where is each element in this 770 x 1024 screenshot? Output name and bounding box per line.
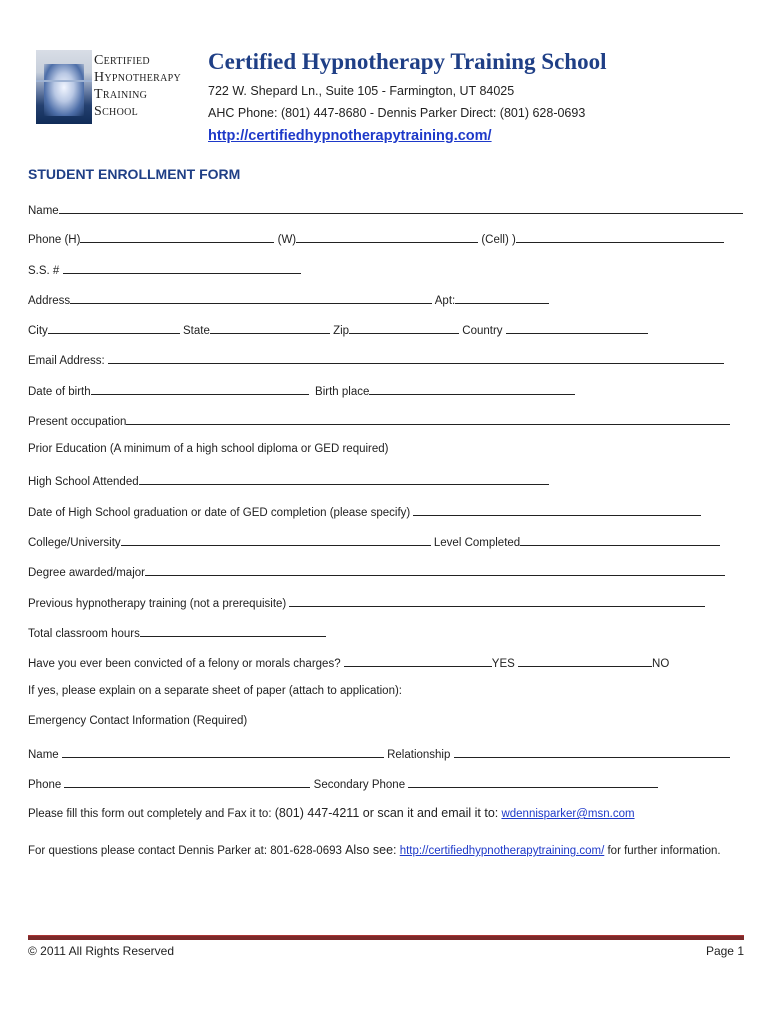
email-label: Email Address: bbox=[28, 355, 105, 367]
phone-cell-field[interactable] bbox=[516, 231, 724, 243]
ss-row bbox=[28, 262, 301, 277]
fax-prefix: Please fill this form out completely and Fax it to: bbox=[28, 808, 272, 820]
school-title: Certified Hypnotherapy Training School bbox=[208, 49, 607, 74]
city-label: City bbox=[28, 325, 48, 337]
classroom-hours-field[interactable] bbox=[140, 625, 326, 637]
ec-relationship-label: Relationship bbox=[387, 749, 451, 761]
name-row bbox=[28, 202, 743, 217]
level-completed-field[interactable] bbox=[520, 534, 720, 546]
occupation-row bbox=[28, 413, 730, 428]
city-field[interactable] bbox=[48, 322, 180, 334]
country-label: Country bbox=[462, 325, 503, 337]
school-logo bbox=[36, 50, 196, 126]
contact-prefix: For questions please contact Dennis Parker at: 801-628-0693 bbox=[28, 845, 342, 857]
high-school-row bbox=[28, 473, 549, 488]
degree-field[interactable] bbox=[145, 564, 725, 576]
logo-wordmark: Certified Hypnotherapy Training School bbox=[94, 53, 182, 119]
ec-name-label: Name bbox=[28, 749, 59, 761]
school-phones: AHC Phone: (801) 447-8680 - Dennis Parker Direct: (801) 628-0693 bbox=[208, 106, 586, 120]
felony-question: Have you ever been convicted of a felony or morals charges? bbox=[28, 658, 341, 670]
prior-education-heading: Prior Education (A minimum of a high school diploma or GED required) bbox=[28, 443, 389, 455]
school-website-link[interactable]: http://certifiedhypnotherapytraining.com/ bbox=[208, 128, 492, 144]
school-address: 722 W. Shepard Ln., Suite 105 - Farmington, UT 84025 bbox=[208, 84, 515, 98]
also-see: Also see: bbox=[345, 843, 397, 857]
country-field[interactable] bbox=[506, 322, 648, 334]
contact-website-link[interactable]: http://certifiedhypnotherapytraining.com/ bbox=[399, 845, 605, 857]
felony-row bbox=[28, 655, 669, 670]
dob-field[interactable] bbox=[91, 383, 309, 395]
name-label: Name bbox=[28, 205, 59, 217]
previous-training-label: Previous hypnotherapy training (not a prerequisite) bbox=[28, 598, 287, 610]
level-completed-label: Level Completed bbox=[433, 537, 521, 549]
footer-divider bbox=[28, 935, 744, 940]
occupation-label: Present occupation bbox=[28, 416, 127, 428]
ec-phone-label: Phone bbox=[28, 779, 62, 791]
graduation-row bbox=[28, 504, 701, 519]
zip-label: Zip bbox=[333, 325, 350, 337]
phone-row bbox=[28, 231, 724, 246]
college-label: College/University bbox=[28, 537, 121, 549]
high-school-field[interactable] bbox=[139, 473, 549, 485]
address-row bbox=[28, 292, 549, 307]
ec-phone-field[interactable] bbox=[64, 776, 310, 788]
ec-secondary-phone-field[interactable] bbox=[408, 776, 658, 788]
college-row bbox=[28, 534, 720, 549]
birthplace-label: Birth place bbox=[315, 386, 370, 398]
address-field[interactable] bbox=[70, 292, 432, 304]
email-field[interactable] bbox=[108, 352, 724, 364]
birthplace-field[interactable] bbox=[369, 383, 575, 395]
iceberg-logo-image bbox=[36, 50, 92, 124]
felony-no-field[interactable] bbox=[518, 655, 652, 667]
no-label: NO bbox=[652, 658, 670, 670]
ec-name-field[interactable] bbox=[62, 746, 384, 758]
page-number: Page 1 bbox=[705, 944, 744, 958]
ss-label: S.S. # bbox=[28, 265, 60, 277]
graduation-label: Date of High School graduation or date of GED completion (please specify) bbox=[28, 507, 411, 519]
dob-label: Date of birth bbox=[28, 386, 91, 398]
state-label: State bbox=[183, 325, 210, 337]
emergency-name-row bbox=[28, 746, 730, 761]
phone-cell-label: (Cell) ) bbox=[481, 234, 516, 246]
apt-label: Apt: bbox=[434, 295, 456, 307]
classroom-hours-label: Total classroom hours bbox=[28, 628, 140, 640]
state-field[interactable] bbox=[210, 322, 330, 334]
email-row bbox=[28, 352, 724, 367]
occupation-field[interactable] bbox=[126, 413, 730, 425]
degree-label: Degree awarded/major bbox=[28, 567, 145, 579]
high-school-label: High School Attended bbox=[28, 476, 139, 488]
birth-row bbox=[28, 383, 575, 398]
apt-field[interactable] bbox=[455, 292, 549, 304]
fax-instructions bbox=[28, 806, 635, 820]
contact-paragraph bbox=[28, 840, 748, 861]
emergency-phone-row bbox=[28, 776, 658, 791]
address-label: Address bbox=[28, 295, 71, 307]
contact-suffix: for further information. bbox=[604, 845, 721, 857]
college-field[interactable] bbox=[121, 534, 431, 546]
contact-email-link[interactable]: wdennisparker@msn.com bbox=[501, 808, 635, 820]
ss-field[interactable] bbox=[63, 262, 301, 274]
ec-secondary-phone-label: Secondary Phone bbox=[313, 779, 406, 791]
felony-yes-field[interactable] bbox=[344, 655, 492, 667]
fax-number: (801) 447-4211 or scan it and email it to: bbox=[274, 806, 499, 820]
emergency-heading: Emergency Contact Information (Required) bbox=[28, 715, 248, 727]
name-field[interactable] bbox=[59, 202, 743, 214]
form-title: STUDENT ENROLLMENT FORM bbox=[28, 166, 241, 182]
phone-home-label: Phone (H) bbox=[28, 234, 81, 246]
phone-home-field[interactable] bbox=[80, 231, 274, 243]
explain-note: If yes, please explain on a separate sheet of paper (attach to application): bbox=[28, 685, 402, 697]
phone-work-label: (W) bbox=[277, 234, 297, 246]
copyright-text: © 2011 All Rights Reserved bbox=[28, 944, 175, 958]
city-row bbox=[28, 322, 648, 337]
previous-training-row bbox=[28, 595, 705, 610]
classroom-hours-row bbox=[28, 625, 326, 640]
yes-label: YES bbox=[491, 658, 515, 670]
previous-training-field[interactable] bbox=[289, 595, 705, 607]
degree-row bbox=[28, 564, 725, 579]
graduation-field[interactable] bbox=[413, 504, 701, 516]
ec-relationship-field[interactable] bbox=[454, 746, 730, 758]
zip-field[interactable] bbox=[349, 322, 459, 334]
phone-work-field[interactable] bbox=[296, 231, 478, 243]
